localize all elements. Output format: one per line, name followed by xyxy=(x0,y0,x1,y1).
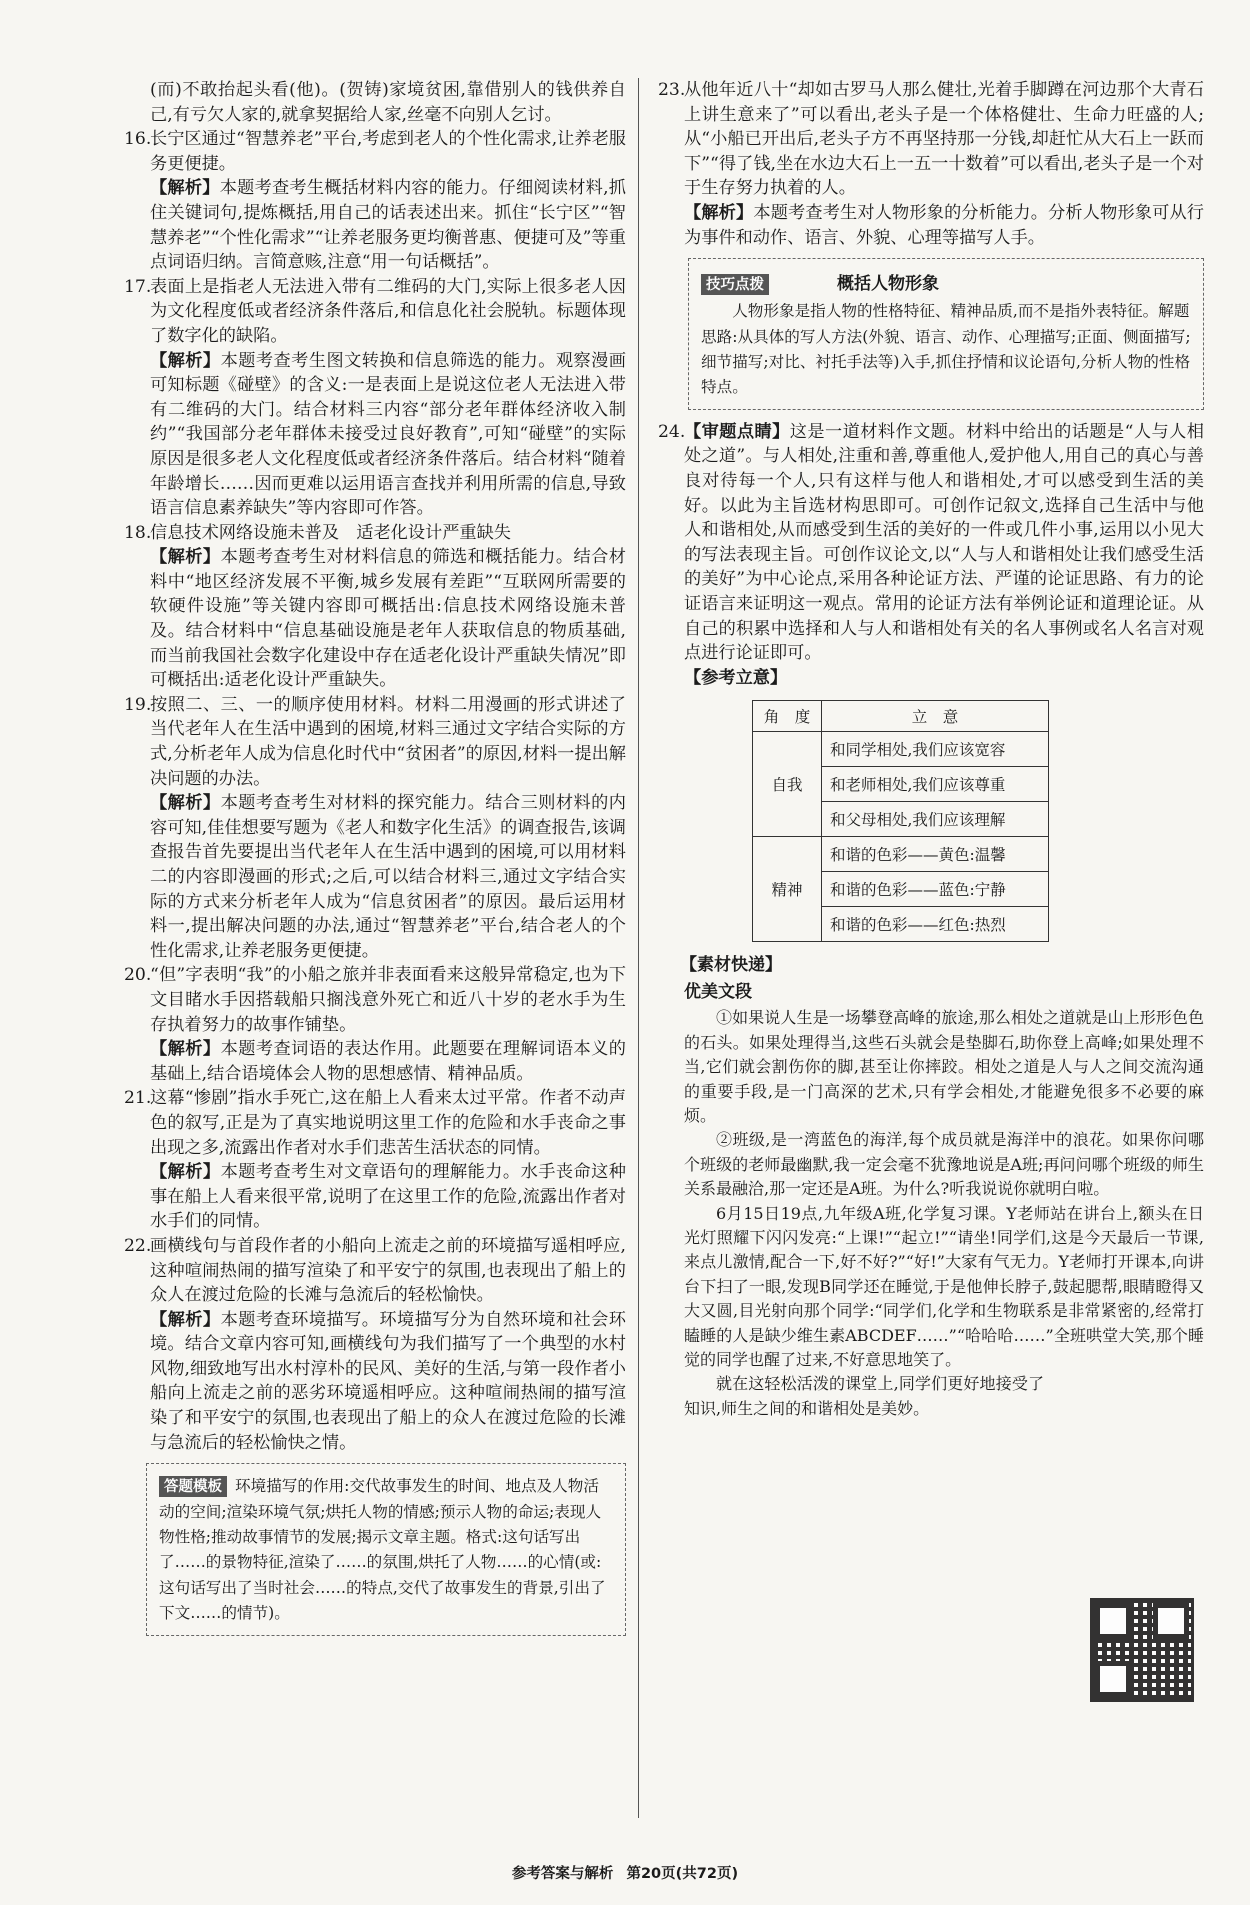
intro-text: (而)不敢抬起头看(他)。(贺铸)家境贫困,靠借别人的钱供养自己,有亏欠人家的,就拿契据给人家,丝毫不向别人乞讨。 xyxy=(150,80,626,125)
table-row xyxy=(753,837,1049,872)
template-text: 环境描写的作用:交代故事发生的时间、地点及人物活动的空间;渲染环境气氛;烘托人物的情感;预示人物的命运;表现人物性格;推动故事情节的发展;揭示文章主题。格式:这句话写出了……的景物特征,渲染了……的氛围,烘托了人物……的心情(或:这句话写出了当时社会……的特点,交代了故事发生的背景,引出了下文……的情节)。 xyxy=(159,1477,606,1623)
reference-table xyxy=(752,700,1049,942)
answer-text: 从他年近八十“却如古罗马人那么健壮,光着手脚蹲在河边那个大青石上讲生意来了”可以看出,老头子是一个体格健壮、生命力旺盛的人;从“小船已开出后,老头子方不再坚持那一分钱,却赶忙从大石上一跃而下”“得了钱,坐在水边大石上一五一十数着”可以看出,老头子是一个对于生存努力执着的人。 xyxy=(684,80,1204,199)
table-header: 立 意 xyxy=(822,701,1049,732)
paragraph: ②班级,是一湾蓝色的海洋,每个成员就是海洋中的浪花。如果你问哪个班级的老师最幽默,我一定会毫不犹豫地说是A班;再问问哪个班级的师生关系最融洽,那一定还是A班。为什么?听我说说你就明白啦。 xyxy=(684,1130,1204,1199)
analysis-text: 本题考查词语的表达作用。此题要在理解词语本义的基础上,结合语境体会人物的思想感情、精神品质。 xyxy=(150,1039,626,1084)
table-cell: 和老师相处,我们应该尊重 xyxy=(822,767,1049,802)
answer-item-21: 21. 这幕“惨剧”指水手死亡,这在船上人看来太过平常。作者不动声色的叙写,正是为了真实地说明这里工作的危险和水手丧命之事出现之多,流露出作者对水手们悲苦生活状态的同情。 【解析】本题考查考生对文章语句的理解能力。水手丧命这种事在船上人看来很平常,说明了在这里工作的危险,流露出作者对水手们的同情。 xyxy=(124,1088,626,1232)
answer-text: 表面上是指老人无法进入带有二维码的大门,实际上很多老人因为文化程度低或者经济条件落后,和信息化社会脱轨。标题体现了数字化的缺陷。 xyxy=(150,276,626,346)
answer-item-18: 18. 信息技术网络设施未普及 适老化设计严重缺失 【解析】本题考查考生对材料信息的筛选和概括能力。结合材料中“地区经济发展不平衡,城乡发展有差距”“互联网所需要的软硬件设施”等关键内容即可概括出:信息技术网络设施未普及。结合材料中“信息基础设施是老年人获取信息的物质基础,而当前我国社会数字化建设中存在适老化设计严重缺失情况”即可概括出:适老化设计严重缺失。 xyxy=(124,522,626,691)
material-title: 【素材快递】 xyxy=(680,955,782,976)
answer-text: 按照二、三、一的顺序使用材料。材料二用漫画的形式讲述了当代老年人在生活中遇到的困境,材料三通过文字结合实际的方式,分析老年人成为信息化时代中“贫困者”的原因,材料一提出解决问题的办法。 xyxy=(150,694,626,789)
page-footer xyxy=(0,1862,1250,1883)
right-column xyxy=(652,78,1204,1421)
table-header-row xyxy=(753,701,1049,732)
table-cell: 和谐的色彩——红色:热烈 xyxy=(822,907,1049,942)
answer-text: 长宁区通过“智慧养老”平台,考虑到老人的个性化需求,让养老服务更便捷。 xyxy=(150,129,626,174)
analysis-text: 本题考查考生对文章语句的理解能力。水手丧命这种事在船上人看来很平常,说明了在这里工作的危险,流露出作者对水手们的同情。 xyxy=(150,1162,626,1232)
analysis-text: 本题考查考生对人物形象的分析能力。分析人物形象可从行为事件和动作、语言、外貌、心理等描写人手。 xyxy=(684,202,1204,248)
page-number: 第20页(共72页) xyxy=(626,1866,739,1882)
tip-text: 人物形象是指人物的性格特征、精神品质,而不是指外表特征。解题思路:从具体的写人方法(外貌、语言、动作、心理描写;正面、侧面描写;细节描写;对比、衬托手法等)入手,抓住抒情和议论语句,分析人物的性格特点。 xyxy=(701,302,1191,397)
template-tag: 答题模板 xyxy=(159,1476,227,1497)
paragraph: ①如果说人生是一场攀登高峰的旅途,那么相处之道就是山上形形色色的石头。如果处理得当,这些石头就会是垫脚石,助你登上高峰;如果处理不当,它们就会割伤你的脚,甚至让你摔跤。相处之道是人与人之间交流沟通的重要手段,是一门高深的艺术,只有学会相处,才能避免很多不必要的麻烦。 xyxy=(684,1008,1204,1125)
table-header: 角 度 xyxy=(753,701,822,732)
paragraph: 6月15日19点,九年级A班,化学复习课。Y老师站在讲台上,额头在日光灯照耀下闪闪发亮:“上课!”“起立!”“请坐!同学们,这是今天最后一节课,来点儿激情,配合一下,好不好?”“好!”大家有气无力。Y老师打开课本,向讲台下扫了一眼,发现B同学还在睡觉,于是他伸长脖子,鼓起腮帮,眼睛瞪得又大又圆,目光射向那个同学:“同学们,化学和生物联系是非常紧密的,经常打瞌睡的人是缺少维生素ABCDEF……”“哈哈哈……”全班哄堂大笑,那个睡觉的同学也醒了过来,不好意思地笑了。 xyxy=(684,1203,1204,1369)
answer-text: “但”字表明“我”的小船之旅并非表面看来这般异常稳定,也为下文目睹水手因搭载船只搁浅意外死亡和近八十岁的老水手为生存执着努力的故事作铺垫。 xyxy=(150,965,626,1035)
skill-tip-box xyxy=(688,258,1204,410)
answer-text: 信息技术网络设施未普及 适老化设计严重缺失 xyxy=(150,522,511,543)
qr-code-icon xyxy=(1090,1598,1194,1702)
answer-item-23: 23. 从他年近八十“却如古罗马人那么健壮,光着手脚蹲在河边那个大青石上讲生意来了”可以看出,老头子是一个体格健壮、生命力旺盛的人;从“小船已开出后,老头子方不再坚持那一分钱,却赶忙从大石上一跃而下”“得了钱,坐在水边大石上一五一十数着”可以看出,老头子是一个对于生存努力执着的人。 【解析】本题考查考生对人物形象的分析能力。分析人物形象可从行为事件和动作、语言、外貌、心理等描写人手。 xyxy=(658,80,1204,248)
tip-title: 概括人物形象 xyxy=(837,274,939,295)
answer-text: 这是一道材料作文题。材料中给出的话题是“人与人相处之道”。与人相处,注重和善,尊重他人,爱护他人,用自己的真心与善良对待每一个人,只有这样与他人和谐相处,才可以感受到生活的美好。以此为主旨选材构思即可。可创作记叙文,选择自己生活中与他人和谐相处,从而感受到生活的美好的一件或几件小事,运用以小见大的写法表现主旨。可创作议论文,以“人与人和谐相处让我们感受生活的美好”为中心论点,采用各种论证方法、严谨的论证思路、有力的论证语言来证明这一观点。常用的论证方法有举例论证和道理论证。从自己的积累中选择和人与人和谐相处有关的名人事例或名人名言对观点进行论证即可。 xyxy=(684,421,1204,664)
answer-text: 这幕“惨剧”指水手死亡,这在船上人看来太过平常。作者不动声色的叙写,正是为了真实地说明这里工作的危险和水手丧命之事出现之多,流露出作者对水手们悲苦生活状态的同情。 xyxy=(150,1088,626,1158)
excellent-title: 优美文段 xyxy=(684,982,752,1003)
answer-item-17: 17. 表面上是指老人无法进入带有二维码的大门,实际上很多老人因为文化程度低或者经济条件落后,和信息化社会脱轨。标题体现了数字化的缺陷。 【解析】本题考查考生图文转换和信息筛选的能力。观察漫画可知标题《碰壁》的含义:一是表面上是说这位老人无法进入带有二维码的大门。结合材料三内容“部分老年群体经济收入制约”“我国部分老年群体未接受过良好教育”,可知“碰壁”的实际原因是很多老人文化程度低或者经济条件落后。结合材料“随着年龄增长……因而更难以运用语言查找并利用所需的信息,导致语言信息素养缺失”等内容即可作答。 xyxy=(124,276,626,519)
answer-text: 画横线句与首段作者的小船向上流走之前的环境描写遥相呼应,这种喧闹热闹的描写渲染了和平安宁的氛围,也表现出了船上的众人在渡过危险的长滩与急流后的轻松愉快。 xyxy=(150,1235,626,1306)
table-cell: 和父母相处,我们应该理解 xyxy=(822,802,1049,837)
left-column xyxy=(118,78,626,1636)
tip-tag: 技巧点拨 xyxy=(701,274,769,295)
table-row xyxy=(753,732,1049,767)
analysis-text: 本题考查考生图文转换和信息筛选的能力。观察漫画可知标题《碰壁》的含义:一是表面上是说这位老人无法进入带有二维码的大门。结合材料三内容“部分老年群体经济收入制约”“我国部分老年群体未接受过良好教育”,可知“碰壁”的实际原因是很多老人文化程度低或者经济条件落后。结合材料“随着年龄增长……因而更难以运用语言查找并利用所需的信息,导致语言信息素养缺失”等内容即可作答。 xyxy=(150,350,626,519)
analysis-text: 本题考查考生对材料的探究能力。结合三则材料的内容可知,佳佳想要写题为《老人和数字化生活》的调查报告,该调查报告首先要提出当代老年人在生活中遇到的困境,可以用材料二的内容即漫画的形式;之后,可以结合材料三,通过文字结合实际的方式来分析老年人成为“信息贫困者”的原因。最后运用材料一,提出解决问题的办法,通过“智慧养老”平台,结合老人的个性化需求,让养老服务更便捷。 xyxy=(150,793,626,961)
table-cell-angle: 自我 xyxy=(753,732,822,837)
table-cell: 和同学相处,我们应该宽容 xyxy=(822,732,1049,767)
table-cell: 和谐的色彩——黄色:温馨 xyxy=(822,837,1049,872)
answer-item-16: 16. 长宁区通过“智慧养老”平台,考虑到老人的个性化需求,让养老服务更便捷。 【解析】本题考查考生概括材料内容的能力。仔细阅读材料,抓住关键词句,提炼概括,用自己的话表述出来。抓住“长宁区”“智慧养老”“个性化需求”“让养老服务更均衡普惠、便捷可及”等重点词语归纳。言简意赅,注意“用一句话概括”。 xyxy=(124,129,626,273)
reference-title: 【参考立意】 xyxy=(684,667,788,688)
table-cell-angle: 精神 xyxy=(753,837,822,942)
answer-template-box xyxy=(146,1463,626,1635)
answer-item-19: 19. 按照二、三、一的顺序使用材料。材料二用漫画的形式讲述了当代老年人在生活中遇到的困境,材料三通过文字结合实际的方式,分析老年人成为信息化时代中“贫困者”的原因,材料一提出解决问题的办法。 【解析】本题考查考生对材料的探究能力。结合三则材料的内容可知,佳佳想要写题为《老人和数字化生活》的调查报告,该调查报告首先要提出当代老年人在生活中遇到的困境,可以用材料二的内容即漫画的形式;之后,可以结合材料三,通过文字结合实际的方式来分析老年人成为“信息贫困者”的原因。最后运用材料一,提出解决问题的办法,通过“智慧养老”平台,结合老人的个性化需求,让养老服务更便捷。 xyxy=(124,694,626,961)
answer-item-20: 20. “但”字表明“我”的小船之旅并非表面看来这般异常稳定,也为下文目睹水手因搭载船只搁浅意外死亡和近八十岁的老水手为生存执着努力的故事作铺垫。 【解析】本题考查词语的表达作用。此题要在理解词语本义的基础上,结合语境体会人物的思想感情、精神品质。 xyxy=(124,965,626,1084)
column-divider xyxy=(638,78,639,1818)
excellent-paragraphs xyxy=(652,1006,1204,1421)
answer-item-22: 22. 画横线句与首段作者的小船向上流走之前的环境描写遥相呼应,这种喧闹热闹的描写渲染了和平安宁的氛围,也表现出了船上的众人在渡过危险的长滩与急流后的轻松愉快。 【解析】本题考查环境描写。环境描写分为自然环境和社会环境。结合文章内容可知,画横线句为我们描写了一个典型的水村风物,细致地写出水村淳朴的民风、美好的生活,与第一段作者小船向上流走之前的恶劣环境遥相呼应。这种喧闹热闹的描写渲染了和平安宁的氛围,也表现出了船上的众人在渡过危险的长滩与急流后的轻松愉快之情。 xyxy=(124,1235,626,1453)
analysis-text: 本题考查考生概括材料内容的能力。仔细阅读材料,抓住关键词句,提炼概括,用自己的话表述出来。抓住“长宁区”“智慧养老”“个性化需求”“让养老服务更均衡普惠、便捷可及”等重点词语归纳。言简意赅,注意“用一句话概括”。 xyxy=(150,178,626,273)
table-cell: 和谐的色彩——蓝色:宁静 xyxy=(822,872,1049,907)
analysis-text: 本题考查环境描写。环境描写分为自然环境和社会环境。结合文章内容可知,画横线句为我们描写了一个典型的水村风物,细致地写出水村淳朴的民风、美好的生活,与第一段作者小船向上流走之前的恶劣环境遥相呼应。这种喧闹热闹的描写渲染了和平安宁的氛围,也表现出了船上的众人在渡过危险的长滩与急流后的轻松愉快之情。 xyxy=(150,1309,626,1453)
analysis-text: 本题考查考生对材料信息的筛选和概括能力。结合材料中“地区经济发展不平衡,城乡发展有差距”“互联网所需要的软硬件设施”等关键内容即可概括出:信息技术网络设施未普及。结合材料中“信息基础设施是老年人获取信息的物质基础,而当前我国社会数字化建设中存在适老化设计严重缺失情况”即可概括出:适老化设计严重缺失。 xyxy=(150,547,626,691)
answer-item-24: 24. 【审题点睛】这是一道材料作文题。材料中给出的话题是“人与人相处之道”。与人相处,注重和善,尊重他人,爱护他人,用自己的真心与善良对待每一个人,只有这样与他人和谐相处,才可以感受到生活的美好。以此为主旨选材构思即可。可创作记叙文,选择自己生活中与他人和谐相处,从而感受到生活的美好的一件或几件小事,运用以小见大的写法表现主旨。可创作议论文,以“人与人和谐相处让我们感受生活的美好”为中心论点,采用各种论证方法、严谨的论证思路、有力的论证语言来证明这一观点。常用的论证方法有举例论证和道理论证。从自己的积累中选择和人与人和谐相处有关的名人事例或名人名言对观点进行论证即可。 xyxy=(658,421,1204,664)
footer-label: 参考答案与解析 xyxy=(511,1866,614,1882)
paragraph: 就在这轻松活泼的课堂上,同学们更好地接受了知识,师生之间的和谐相处是美妙。 xyxy=(684,1374,1044,1418)
